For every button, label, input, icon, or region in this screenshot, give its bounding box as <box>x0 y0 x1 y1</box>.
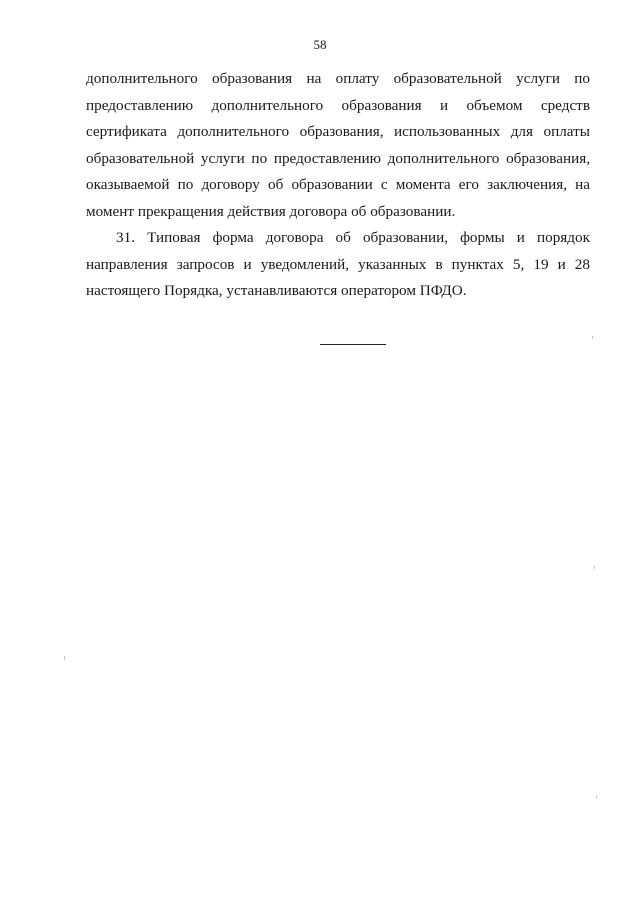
text-line: момент прекращения действия договора об образовании. <box>86 202 456 220</box>
document-body <box>86 66 590 305</box>
scan-speck <box>594 566 595 569</box>
scan-speck <box>64 656 65 660</box>
text-line: сертификата дополнительного образования, использованных для оплаты <box>86 123 590 140</box>
text-line: дополнительного образования на оплату образовательной услуги по <box>86 70 590 87</box>
text-line: направления запросов и уведомлений, указанных в пунктах 5, 19 и 28 <box>86 255 590 273</box>
text-line: оказываемой по договору об образовании с момента его заключения, на <box>86 176 590 193</box>
text-line: 31. Типовая форма договора об образовании, формы и порядок <box>116 229 590 246</box>
scan-speck <box>592 336 593 339</box>
scan-speck <box>596 796 597 799</box>
text-line: настоящего Порядка, устанавливаются оператором ПФДО. <box>86 282 467 299</box>
text-line: образовательной услуги по предоставлению дополнительного образования, <box>86 149 590 167</box>
end-of-document-rule <box>320 344 386 345</box>
page-number: 58 <box>313 37 327 52</box>
text-line: предоставлению дополнительного образования и объемом средств <box>86 96 590 114</box>
